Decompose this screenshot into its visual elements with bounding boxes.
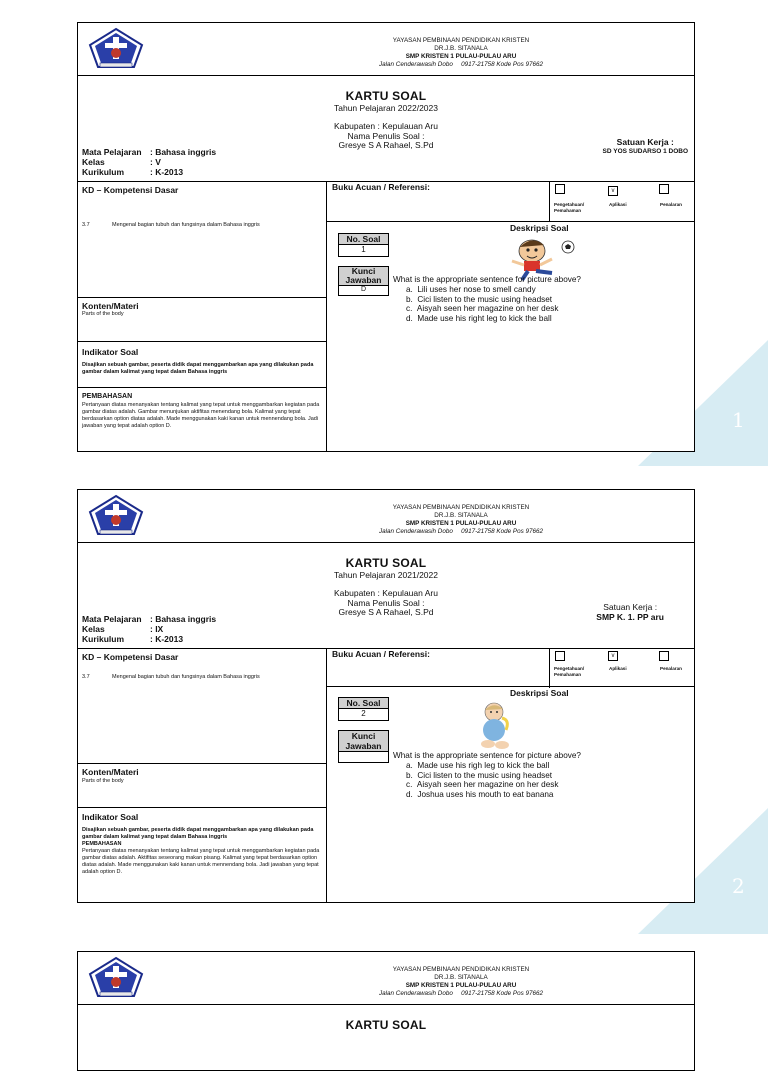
- kd-text: Mengenal bagian tubuh dan fungsinya dalam Bahasa inggris: [112, 222, 260, 228]
- option-a: a. Lili uses her nose to smell candy: [406, 285, 536, 294]
- author-label: Nama Penulis Soal :: [347, 130, 425, 141]
- foundation-name: YAYASAN PEMBINAAN PENDIDIKAN KRISTEN: [392, 37, 530, 44]
- school-name: SMP KRISTEN 1 PULAU-PULAU ARU: [405, 520, 517, 527]
- level-divider: [549, 181, 550, 221]
- subject-value: : Bahasa inggris: [150, 147, 217, 157]
- school-address: Jalan Cenderawasih Dobo   0917-21758 Kode Pos 97662: [378, 990, 543, 997]
- level-reasoning-checkbox[interactable]: [659, 184, 669, 194]
- subject-meta: [82, 147, 216, 177]
- divider: [78, 807, 327, 808]
- question-number-box: [338, 233, 389, 257]
- school-name: SMP KRISTEN 1 PULAU-PULAU ARU: [405, 982, 517, 989]
- level-reasoning-checkbox[interactable]: [659, 651, 669, 661]
- option-b: b. Cici listen to the music using headset: [406, 294, 553, 304]
- page-number-2: 2: [732, 874, 745, 898]
- kd-number: 3.7: [82, 222, 90, 228]
- answer-key-box: [338, 266, 389, 296]
- kd-text: Mengenal bagian tubuh dan fungsinya dalam Bahasa inggris: [112, 674, 260, 680]
- description-label: Deskripsi Soal: [510, 688, 569, 698]
- work-unit: [596, 602, 664, 622]
- question-number-label: No. Soal: [339, 698, 388, 709]
- header-text: [78, 37, 694, 69]
- question-number: 1: [361, 245, 366, 254]
- kd-label: KD – Kompetensi Dasar: [82, 185, 179, 195]
- class-value: : V: [150, 157, 161, 167]
- answer-key-box: [338, 730, 389, 763]
- answer-key: D: [360, 286, 367, 293]
- discussion-label: PEMBAHASAN: [82, 393, 133, 400]
- indicator-label: Indikator Soal: [82, 347, 139, 357]
- curriculum-label: Kurikulum: [82, 634, 125, 644]
- level-reasoning-label: Penalaran: [660, 666, 682, 671]
- option-a: a. Made use his righ leg to kick the ball: [406, 761, 550, 770]
- class-label: Kelas: [82, 624, 105, 634]
- content-label: Konten/Materi: [82, 767, 139, 777]
- work-unit-value: SD YOS SUDARSO 1 DOBO: [602, 148, 688, 155]
- question-card-2: [77, 489, 695, 903]
- reference-label: Buku Acuan / Referensi:: [332, 182, 430, 192]
- question-number: 2: [361, 709, 366, 718]
- level-application-label: Aplikasi: [609, 202, 627, 207]
- indicator-text: Disajikan sebuah gambar, peserta didik dapat menggambarkan apa yang dilakukan pada gambar dalam kalimat yang tepat dalam Bahasa inggris: [82, 362, 314, 375]
- discussion-text: Pertanyaan diatas menanyakan tentang kalimat yang tepat untuk menggambarkan kegiatan pada gambar diatas adalah. Aktifitas seseorang makan pisang. Kalimat yang tepat berdasarkan option diatas adalah. Made menggunakan kaki kanan untuk mennendang bola. Jadi jawaban yang tepat adalah option D.: [82, 848, 320, 875]
- curriculum-value: : K-2013: [150, 634, 184, 644]
- subject-label: Mata Pelajaran: [82, 614, 142, 624]
- founder-name: DR.J.B. SITANALA: [434, 45, 488, 52]
- title-block: [78, 1018, 694, 1032]
- level-application-label: Aplikasi: [609, 666, 627, 671]
- card-title: KARTU SOAL: [345, 556, 427, 570]
- work-unit: [603, 137, 688, 157]
- level-reasoning-label: Penalaran: [660, 202, 682, 207]
- school-address: Jalan Cenderawasih Dobo   0917-21758 Kode Pos 97662: [378, 61, 543, 68]
- question-number-label: No. Soal: [339, 234, 388, 245]
- content-value: Parts of the body: [82, 311, 124, 317]
- level-knowledge-checkbox[interactable]: [555, 184, 565, 194]
- question-number-box: [338, 697, 389, 721]
- discussion-text: Pertanyaan diatas menanyakan tentang kalimat yang tepat untuk menggambarkan kegiatan pada gambar diatas adalah. Gambar menunjukan aktifitas menendang bola. Kalimat yang tepat berdasarkan option diatas adalah. Made menggunakan kaki kanan untuk mennendang bola. Jadi jawaban yang tepat adalah option D.: [82, 402, 320, 429]
- divider: [78, 341, 327, 342]
- question-text: What is the appropriate sentence for picture above?: [393, 275, 581, 284]
- curriculum-label: Kurikulum: [82, 167, 125, 177]
- level-knowledge-checkbox[interactable]: [555, 651, 565, 661]
- level-application-checkbox[interactable]: v: [608, 186, 618, 196]
- option-d: d. Joshua uses his mouth to eat banana: [406, 789, 554, 799]
- description-label: Deskripsi Soal: [510, 223, 569, 233]
- indicator-label: Indikator Soal: [82, 812, 139, 822]
- subject-label: Mata Pelajaran: [82, 147, 142, 157]
- work-unit-value: SMP K. 1. PP aru: [596, 612, 664, 622]
- header-text: [78, 966, 694, 998]
- school-header: [78, 23, 694, 76]
- subject-value: : Bahasa inggris: [150, 614, 217, 624]
- author-name: Gresye S A Rahael, S.Pd: [338, 140, 434, 150]
- content-value: Parts of the body: [82, 778, 124, 784]
- founder-name: DR.J.B. SITANALA: [434, 974, 488, 981]
- academic-year: Tahun Pelajaran 2021/2022: [334, 570, 438, 580]
- answer-key-label: Kunci Jawaban: [339, 267, 388, 286]
- school-name: SMP KRISTEN 1 PULAU-PULAU ARU: [405, 53, 517, 60]
- level-knowledge-label: Pengetahuan/ Pemahaman: [554, 666, 585, 677]
- divider: [326, 686, 694, 687]
- kd-label: KD – Kompetensi Dasar: [82, 652, 179, 662]
- author-name: Gresye S A Rahael, S.Pd: [338, 607, 434, 617]
- kd-number: 3.7: [82, 674, 90, 680]
- foundation-name: YAYASAN PEMBINAAN PENDIDIKAN KRISTEN: [392, 504, 530, 511]
- divider: [78, 297, 327, 298]
- question-text: What is the appropriate sentence for picture above?: [393, 751, 581, 760]
- option-c: c. Aisyah seen her magazine on her desk: [406, 304, 559, 313]
- reference-label: Buku Acuan / Referensi:: [332, 649, 430, 659]
- school-header: [78, 490, 694, 543]
- question-card-3: [77, 951, 695, 1071]
- header-text: [78, 504, 694, 536]
- subject-meta: [82, 614, 216, 644]
- foundation-name: YAYASAN PEMBINAAN PENDIDIKAN KRISTEN: [392, 966, 530, 973]
- divider: [78, 763, 327, 764]
- answer-options: [406, 761, 558, 799]
- district: Kabupaten : Kepulauan Aru: [334, 121, 438, 131]
- divider: [326, 221, 694, 222]
- school-header: [78, 952, 694, 1005]
- answer-key-label: Kunci Jawaban: [339, 731, 388, 752]
- discussion-label: PEMBAHASAN: [82, 841, 122, 847]
- work-unit-label: Satuan Kerja :: [603, 602, 658, 612]
- district: Kabupaten : Kepulauan Aru: [334, 588, 438, 598]
- page-number-1: 1: [732, 408, 745, 432]
- author-label: Nama Penulis Soal :: [347, 597, 425, 608]
- class-value: : IX: [150, 624, 164, 634]
- class-label: Kelas: [82, 157, 105, 167]
- level-knowledge-label: Pengetahuan/ Pemahaman: [554, 202, 585, 213]
- level-divider: [549, 648, 550, 688]
- divider: [78, 387, 327, 388]
- content-label: Konten/Materi: [82, 301, 139, 311]
- card-title: KARTU SOAL: [345, 1018, 427, 1032]
- card-title: KARTU SOAL: [345, 89, 427, 103]
- question-card-1: [77, 22, 695, 452]
- answer-options: [406, 285, 558, 323]
- school-address: Jalan Cenderawasih Dobo   0917-21758 Kode Pos 97662: [378, 528, 543, 535]
- founder-name: DR.J.B. SITANALA: [434, 512, 488, 519]
- level-application-checkbox[interactable]: v: [608, 651, 618, 661]
- curriculum-value: : K-2013: [150, 167, 184, 177]
- academic-year: Tahun Pelajaran 2022/2023: [334, 103, 438, 113]
- work-unit-label: Satuan Kerja :: [616, 137, 674, 147]
- option-b: b. Cici listen to the music using headset: [406, 770, 553, 780]
- indicator-text: Disajikan sebuah gambar, peserta didik dapat menggambarkan apa yang dilakukan pada gambar dalam kalimat yang tepat dalam Bahasa inggris: [82, 827, 314, 840]
- option-c: c. Aisyah seen her magazine on her desk: [406, 780, 559, 789]
- child-eating-banana-picture: [476, 700, 516, 750]
- option-d: d. Made use his right leg to kick the ball: [406, 313, 552, 323]
